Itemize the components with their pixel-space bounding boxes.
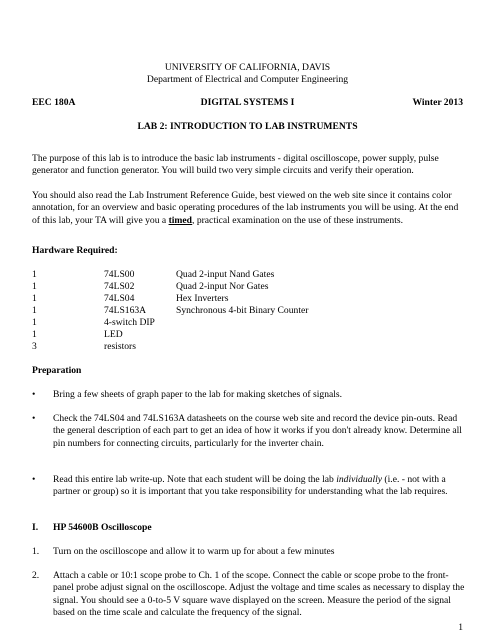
university-name: UNIVERSITY OF CALIFORNIA, DAVIS <box>164 62 331 73</box>
bullet-icon: • <box>32 389 36 400</box>
hardware-part: 74LS163A <box>104 305 147 316</box>
prep-item-text-start: Read this entire lab write-up. Note that each student will be doing the lab <box>53 474 337 485</box>
page-number: 1 <box>458 622 463 633</box>
timed-emphasis: timed <box>168 214 193 226</box>
hardware-qty: 1 <box>32 329 37 340</box>
hardware-heading: Hardware Required: <box>32 245 118 256</box>
hardware-qty: 1 <box>32 293 37 304</box>
hardware-qty: 1 <box>32 317 37 328</box>
bullet-icon: • <box>32 474 36 485</box>
hardware-desc: Hex Inverters <box>176 293 229 304</box>
step-warmup: Turn on the oscilloscope and allow it to warm up for about a few minutes <box>53 546 335 557</box>
reference-text-start: You should also read the Lab Instrument Reference Guide, best viewed on the web site since it contains color annotation, for an overview and basic operating procedures of the lab instruments you will be using. At the end of this lab, your TA will give you a <box>32 190 459 226</box>
prep-item-graph-paper: Bring a few sheets of graph paper to the lab for making sketches of signals. <box>53 389 343 400</box>
course-code: EEC 180A <box>32 97 76 108</box>
purpose-paragraph: The purpose of this lab is to introduce the basic lab instruments - digital oscilloscope, power supply, pulse generator and function generator. You will build two very simple circuits and verify their operation. <box>32 153 439 177</box>
hardware-part: 4-switch DIP <box>104 317 155 328</box>
hardware-qty: 1 <box>32 269 37 280</box>
hardware-desc: Quad 2-input Nand Gates <box>176 269 275 280</box>
department-name: Department of Electrical and Computer Engineering <box>146 74 349 85</box>
reference-paragraph <box>32 190 464 227</box>
hardware-part: 74LS00 <box>104 269 135 280</box>
bullet-icon: • <box>32 413 36 424</box>
step-probe-adjust: Attach a cable or 10:1 scope probe to Ch. 1 of the scope. Connect the cable or scope probe to the front-panel probe adjust signal on the oscilloscope. Adjust the voltage and time scales as necessary to display the signal. You should see a 0-to-5 V square wave displayed on the screen. Measure the period of the signal based on the time scale and calculate the frequency of the signal. <box>53 570 465 619</box>
hardware-part: 74LS04 <box>104 293 135 304</box>
preparation-heading: Preparation <box>32 365 82 376</box>
prep-item-text-end: (i.e. - not with a partner or group) so it is important that you take responsibility for understanding what the lab requires. <box>53 474 448 498</box>
step-number: 1. <box>32 546 40 557</box>
section-numeral: I. <box>32 522 39 533</box>
individually-emphasis: individually <box>336 474 383 485</box>
term: Winter 2013 <box>412 97 463 108</box>
lab-title: LAB 2: INTRODUCTION TO LAB INSTRUMENTS <box>137 121 358 132</box>
hardware-qty: 1 <box>32 281 37 292</box>
hardware-desc: Synchronous 4-bit Binary Counter <box>176 305 309 316</box>
hardware-part: resistors <box>104 341 136 352</box>
reference-text-end: , practical examination on the use of these instruments. <box>192 214 404 226</box>
course-title: DIGITAL SYSTEMS I <box>200 97 295 108</box>
hardware-qty: 3 <box>32 341 37 352</box>
prep-item-read-writeup <box>53 474 465 499</box>
hardware-part: LED <box>104 329 123 340</box>
hardware-part: 74LS02 <box>104 281 135 292</box>
section-heading: HP 54600B Oscilloscope <box>53 522 152 533</box>
prep-item-datasheets: Check the 74LS04 and 74LS163A datasheets on the course web site and record the device pin-outs. Read the general description of each part to get an idea of how it works if you don't already know. Determine all pin numbers for connecting circuits, particularly for the inverter chain. <box>53 413 462 449</box>
step-number: 2. <box>32 570 40 581</box>
hardware-qty: 1 <box>32 305 37 316</box>
hardware-desc: Quad 2-input Nor Gates <box>176 281 269 292</box>
